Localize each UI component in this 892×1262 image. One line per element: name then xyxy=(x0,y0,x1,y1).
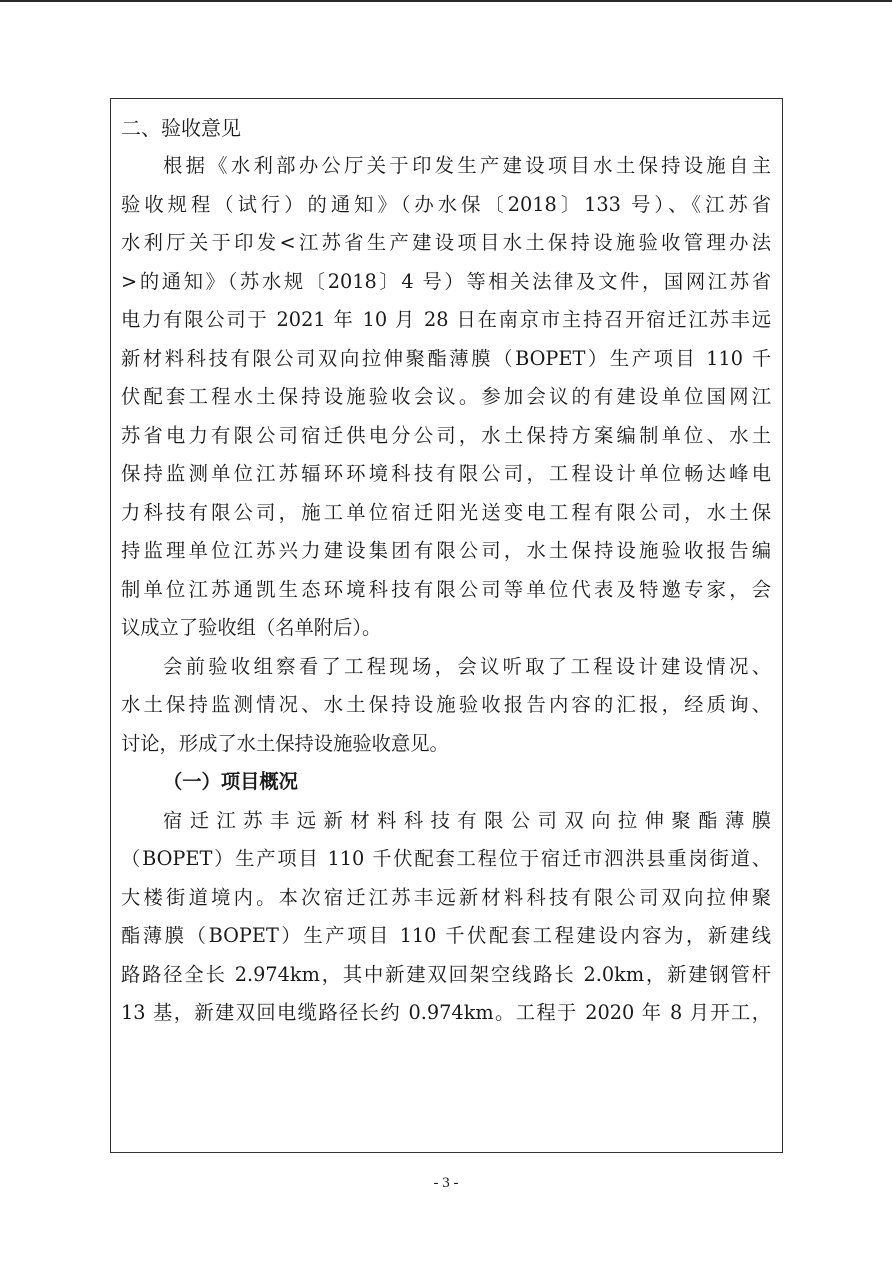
text-line: 酯薄膜（BOPET）生产项目 110 千伏配套工程建设内容为，新建线 xyxy=(121,924,771,947)
document-frame xyxy=(110,98,783,1153)
document-body xyxy=(121,109,771,1033)
text-line: 持监理单位江苏兴力建设集团有限公司，水土保持设施验收报告编 xyxy=(121,539,771,562)
text-line: 宿迁江苏丰远新材料科技有限公司双向拉伸聚酯薄膜 xyxy=(163,808,771,832)
text-line: 苏省电力有限公司宿迁供电分公司，水土保持方案编制单位、水土 xyxy=(121,423,771,447)
page-number: - 3 - xyxy=(433,1175,459,1191)
text-line: 大楼街道境内。本次宿迁江苏丰远新材料科技有限公司双向拉伸聚 xyxy=(121,885,771,909)
text-line: 力科技有限公司，施工单位宿迁阳光送变电工程有限公司，水土保 xyxy=(121,500,771,524)
text-line: 会前验收组察看了工程现场，会议听取了工程设计建设情况、 xyxy=(163,654,771,678)
text-line: 电力有限公司于 2021 年 10 月 28 日在南京市主持召开宿迁江苏丰远 xyxy=(121,308,771,331)
subsection-title: （一）项目概况 xyxy=(163,770,298,793)
paragraph-legal-basis xyxy=(121,147,771,648)
paragraph-meeting-review xyxy=(121,648,771,764)
text-line: （BOPET）生产项目 110 千伏配套工程位于宿迁市泗洪县重岗街道、 xyxy=(121,847,771,870)
text-line: 水土保持监测情况、水土保持设施验收报告内容的汇报，经质询、 xyxy=(121,693,771,716)
section-title: 二、验收意见 xyxy=(121,116,241,140)
text-line: 新材料科技有限公司双向拉伸聚酯薄膜（BOPET）生产项目 110 千 xyxy=(121,346,771,370)
text-line: 13 基，新建双回电缆路径长约 0.974km。工程于 2020 年 8 月开工， xyxy=(121,1001,771,1024)
text-line: 伏配套工程水土保持设施验收会议。参加会议的有建设单位国网江 xyxy=(121,385,771,408)
text-line: 议成立了验收组（名单附后）。 xyxy=(121,616,382,639)
paragraph-project-overview xyxy=(121,802,771,1033)
text-line: 水利厅关于印发<江苏省生产建设项目水土保持设施验收管理办法 xyxy=(121,231,771,254)
text-line: 验收规程（试行）的通知》（办水保〔2018〕133 号）、《江苏省 xyxy=(121,192,771,216)
text-line: 讨论，形成了水土保持设施验收意见。 xyxy=(121,731,449,755)
text-line: >的通知》（苏水规〔2018〕4 号）等相关法律及文件，国网江苏省 xyxy=(121,269,771,293)
top-border-line xyxy=(0,0,892,2)
text-line: 根据《水利部办公厅关于印发生产建设项目水土保持设施自主 xyxy=(163,154,771,177)
text-line: 制单位江苏通凯生态环境科技有限公司等单位代表及特邀专家，会 xyxy=(121,577,771,601)
text-line: 路路径全长 2.974km，其中新建双回架空线路长 2.0km，新建钢管杆 xyxy=(121,962,771,986)
text-line: 保持监测单位江苏辐环环境科技有限公司，工程设计单位畅达峰电 xyxy=(121,462,771,485)
